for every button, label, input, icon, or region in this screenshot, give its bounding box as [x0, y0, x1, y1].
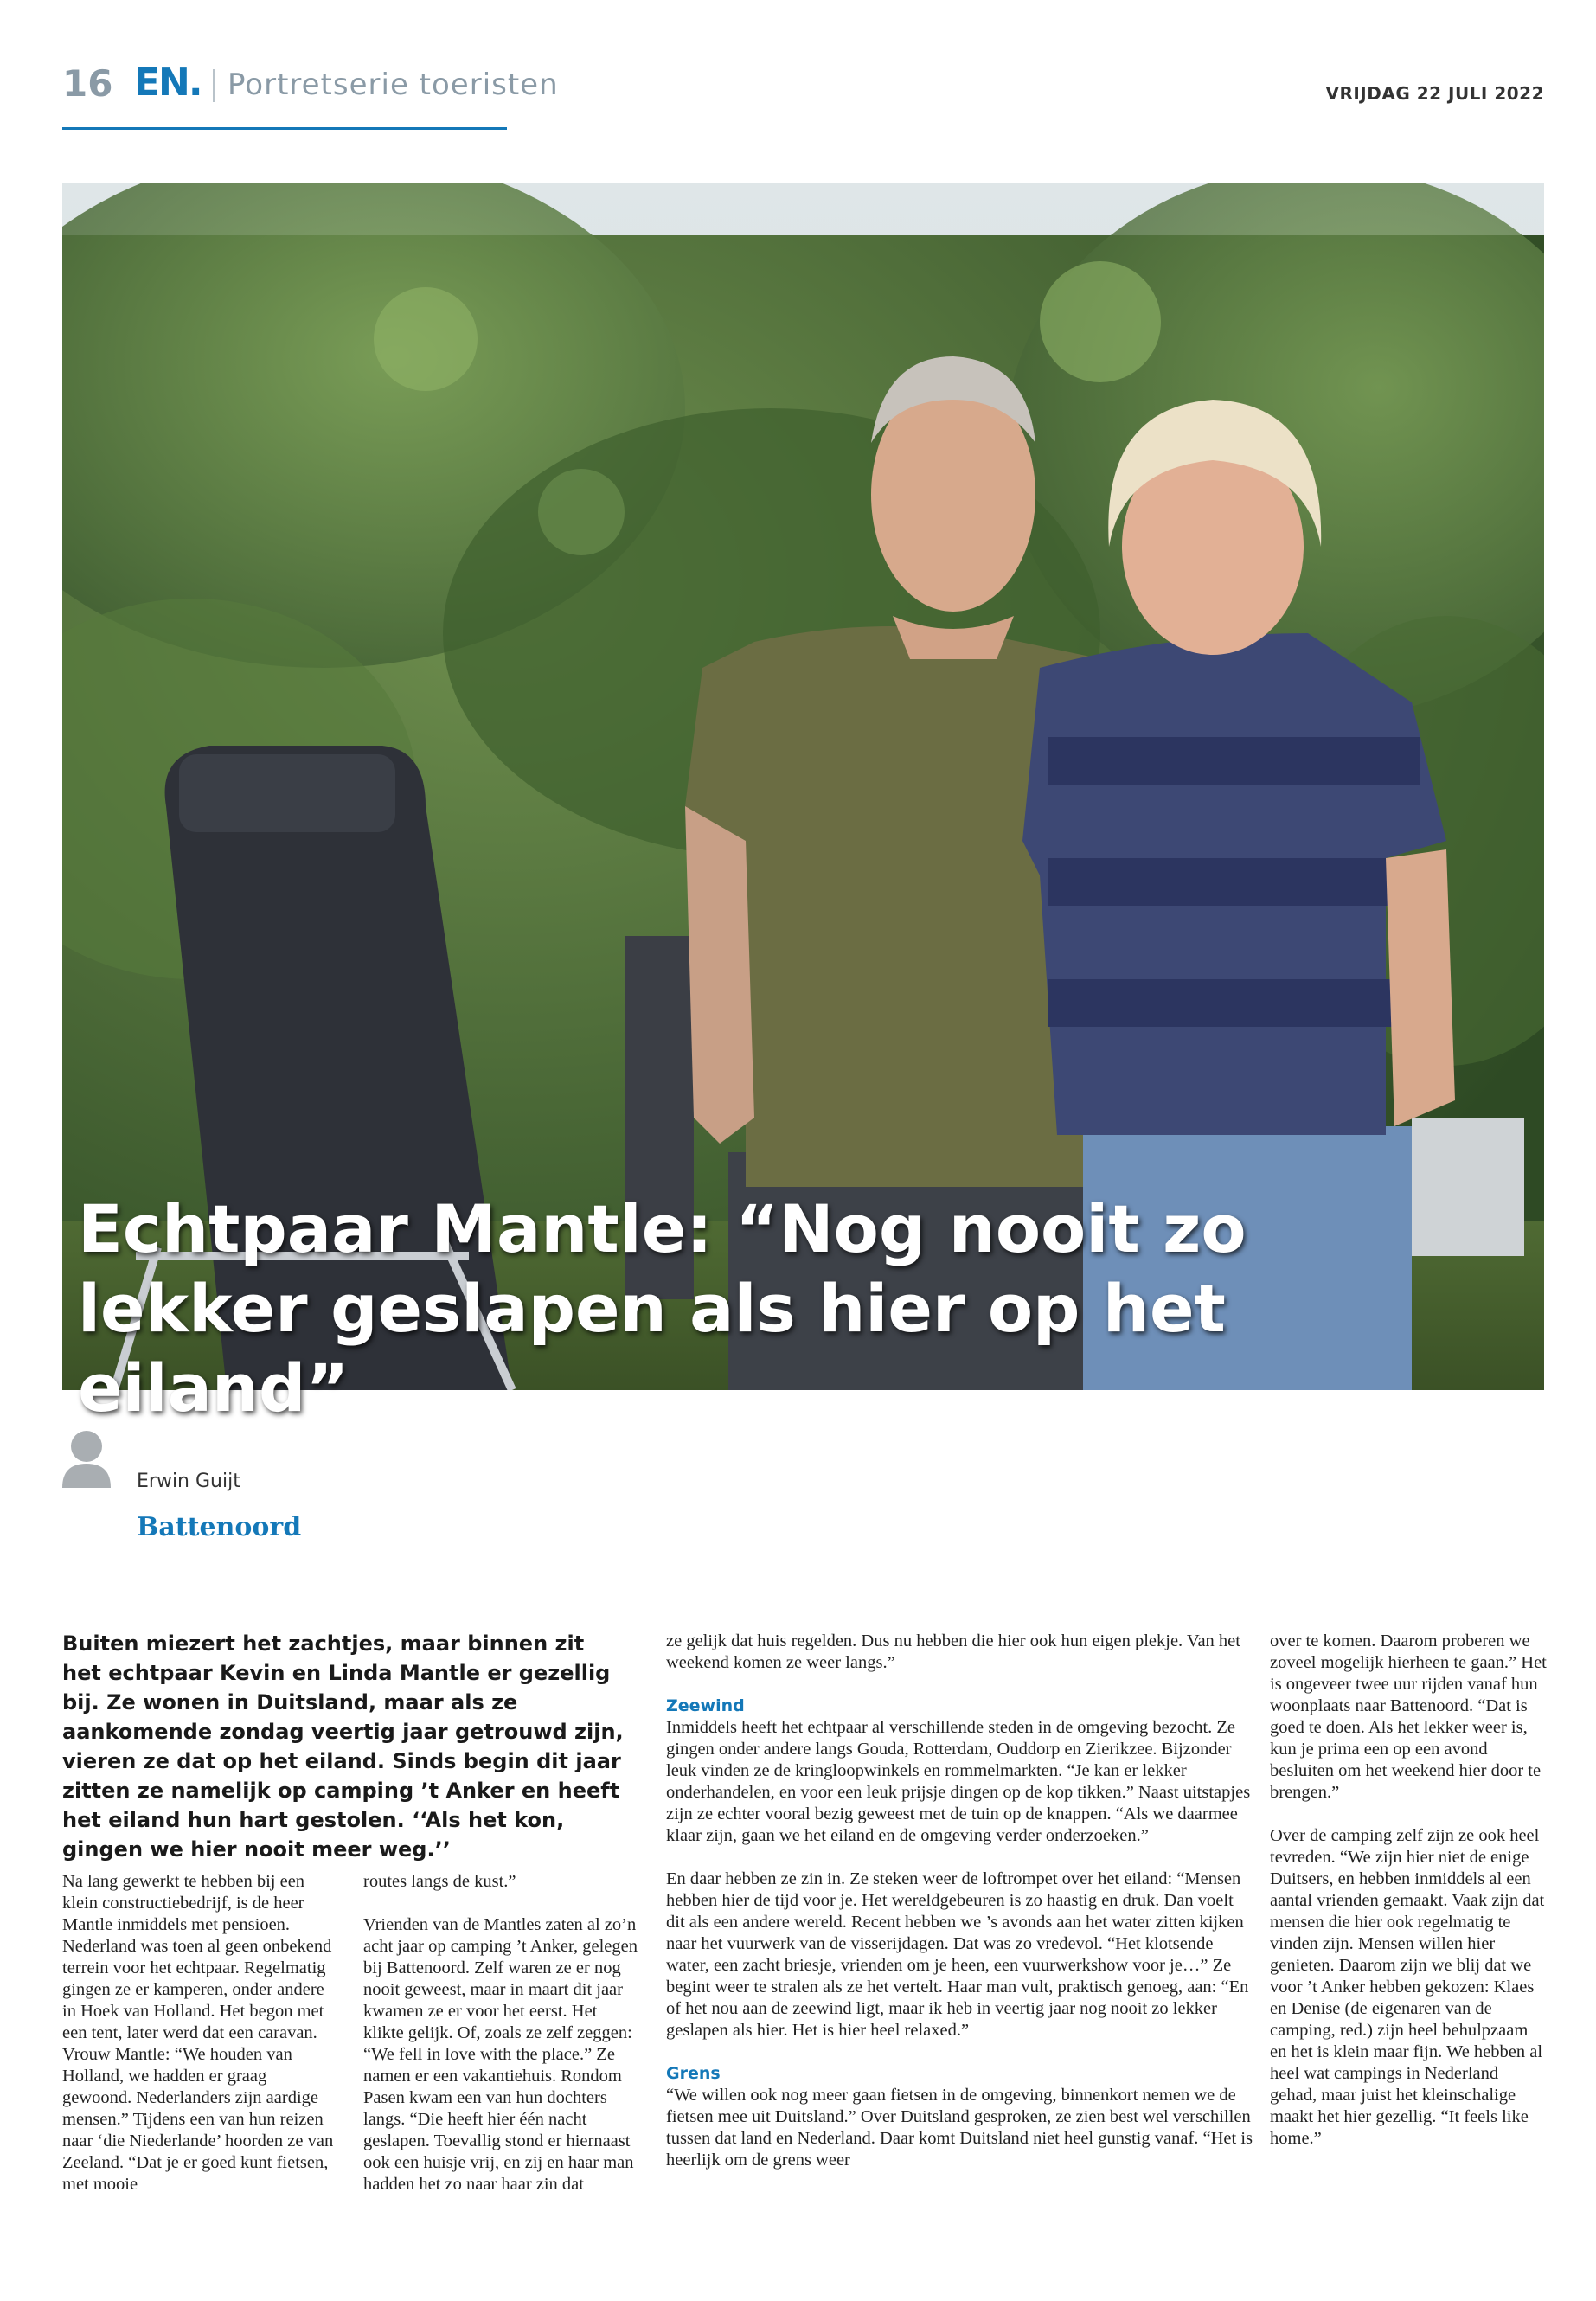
subheading-grens: Grens	[666, 2064, 721, 2083]
paragraph: routes langs de kust.”	[363, 1872, 516, 1891]
paragraph: En daar hebben ze zin in. Ze steken weer de loftrompet over het eiland: “Mensen hebben hier de tijd voor je. Het wereldgebeuren is zo haastig en druk. Dan voelt dit als een andere wereld. Recent hebben we ’s avonds aan het water zitten kijken naar het vuurwerk van de visserijdagen. Dat was zo vredevol. “Het klotsende water, een zacht briesje, vrienden om je heen, een vuurwerkshow voor je…” Ze begint weer te stralen als ze het vertelt. Haar man vult, praktisch genoeg, aan: “En of het nou aan de zeewind ligt, maar ik heb in veertig jaar nog nooit zo lekker geslapen als hier. Het is hier heel relaxed.”	[666, 1869, 1249, 2040]
header-separator	[213, 69, 215, 102]
newspaper-logo: EN.	[134, 61, 202, 105]
text-column-3	[666, 1631, 1254, 2193]
article-intro: Buiten miezert het zachtjes, maar binnen zit het echtpaar Kevin en Linda Mantle er gezellig bij. Ze wonen in Duitsland, maar als ze aankomende zondag veertig jaar getrouwd zijn, vieren ze dat op het eiland. Sinds begin dit jaar zitten ze namelijk op camping ’t Anker en heeft het eiland hun hart gestolen. ‘‘Als het kon, gingen we hier nooit meer weg.’’	[62, 1631, 624, 1862]
page-number: 16	[62, 62, 113, 105]
paragraph: over te komen. Daarom proberen we zoveel mogelijk hierheen te gaan.” Het is ongeveer twee uur rijden vanaf hun woonplaats naar Battenoord. “Dat is goed te doen. Als het lekker weer is, kun je prima een op een avond besluiten om het weekend hier door te brengen.”	[1270, 1631, 1547, 1802]
publication-date: VRIJDAG 22 JULI 2022	[1325, 83, 1544, 104]
paragraph: Inmiddels heeft het echtpaar al verschillende steden in de omgeving bezocht. Ze gingen onder andere langs Gouda, Rotterdam, Ouddorp en Zierikzee. Bijzonder leuk vinden ze de kringloopwinkels en rommelmarkten. “Je kan er lekker onderhandelen, en voor een leuk prijsje dingen op de kop tikken.” Naast uitstapjes zijn ze echter vooral bezig geweest met de tuin op de knappen. “Als we daarmee klaar zijn, gaan we het eiland en de omgeving verder onderzoeken.”	[666, 1718, 1251, 1845]
text-column-2	[363, 1871, 640, 2217]
dateline-place: Battenoord	[137, 1512, 302, 1542]
paragraph: Vrienden van de Mantles zaten al zo’n acht jaar op camping ’t Anker, gelegen bij Battenoord. Zelf waren ze er nog nooit geweest, maar in maart dit jaar kwamen ze er voor het eerst. Het klikte gelijk. Of, zoals ze zelf zeggen: “We fell in love with the place.” Ze namen er een vakantiehuis. Rondom Pasen kwam een van hun dochters langs. “Die heeft hier één nacht geslapen. Toevallig stond er hiernaast ook een huisje vrij, en zij en haar man hadden het zo naar haar zin dat	[363, 1915, 638, 2194]
article-headline: Echtpaar Mantle: “Nog nooit zo lekker geslapen als hier op het eiland”	[78, 1190, 1247, 1426]
paragraph: Over de camping zelf zijn ze ook heel tevreden. “We zijn hier niet de enige Duitsers, en hebben inmiddels al een aantal vrienden gemaakt. Vaak zijn dat mensen die hier ook regelmatig te vinden zijn. Mensen willen hier genieten. Daarom zijn we blij dat we voor ’t Anker hebben gekozen: Klaes en Denise (de eigenaren van de camping, red.) zijn heel behulpzaam en het is klein maar fijn. We hebben al heel wat campings in Nederland gehad, maar juist het kleinschalige maakt het hier gezellig. “It feels like home.”	[1270, 1826, 1545, 2148]
paragraph: “We willen ook nog meer gaan fietsen in de omgeving, binnenkort nemen we de fietsen mee uit Duitsland.” Over Duitsland gesproken, ze zien best wel verschillen tussen dat land en Nederland. Daar komt Duitsland niet heel gunstig vanaf. “Het is heerlijk om de grens weer	[666, 2086, 1253, 2170]
text-column-1	[62, 1871, 339, 2217]
subheading-zeewind: Zeewind	[666, 1696, 745, 1715]
paragraph: Na lang gewerkt te hebben bij een klein constructiebedrijf, is de heer Mantle inmiddels met pensioen. Nederland was toen al geen onbekend terrein voor het echtpaar. Regelmatig gingen ze er kamperen, onder andere in Hoek van Holland. Het begon met een tent, later werd dat een caravan. Vrouw Mantle: “We houden van Holland, we hadden er graag gewoond. Nederlanders zijn aardige mensen.” Tijdens een van hun reizen naar ‘die Niederlande’ hoorden ze van Zeeland. “Dat je er goed kunt fietsen, met mooie	[62, 1872, 334, 2194]
section-title: Portretserie toeristen	[228, 67, 559, 102]
text-column-4	[1270, 1631, 1547, 2171]
paragraph: ze gelijk dat huis regelden. Dus nu hebben die hier ook hun eigen plekje. Van het weekend komen ze weer langs.”	[666, 1631, 1240, 1672]
author-name: Erwin Guijt	[137, 1471, 240, 1492]
header-rule	[62, 127, 507, 130]
author-avatar-icon	[62, 1429, 111, 1488]
